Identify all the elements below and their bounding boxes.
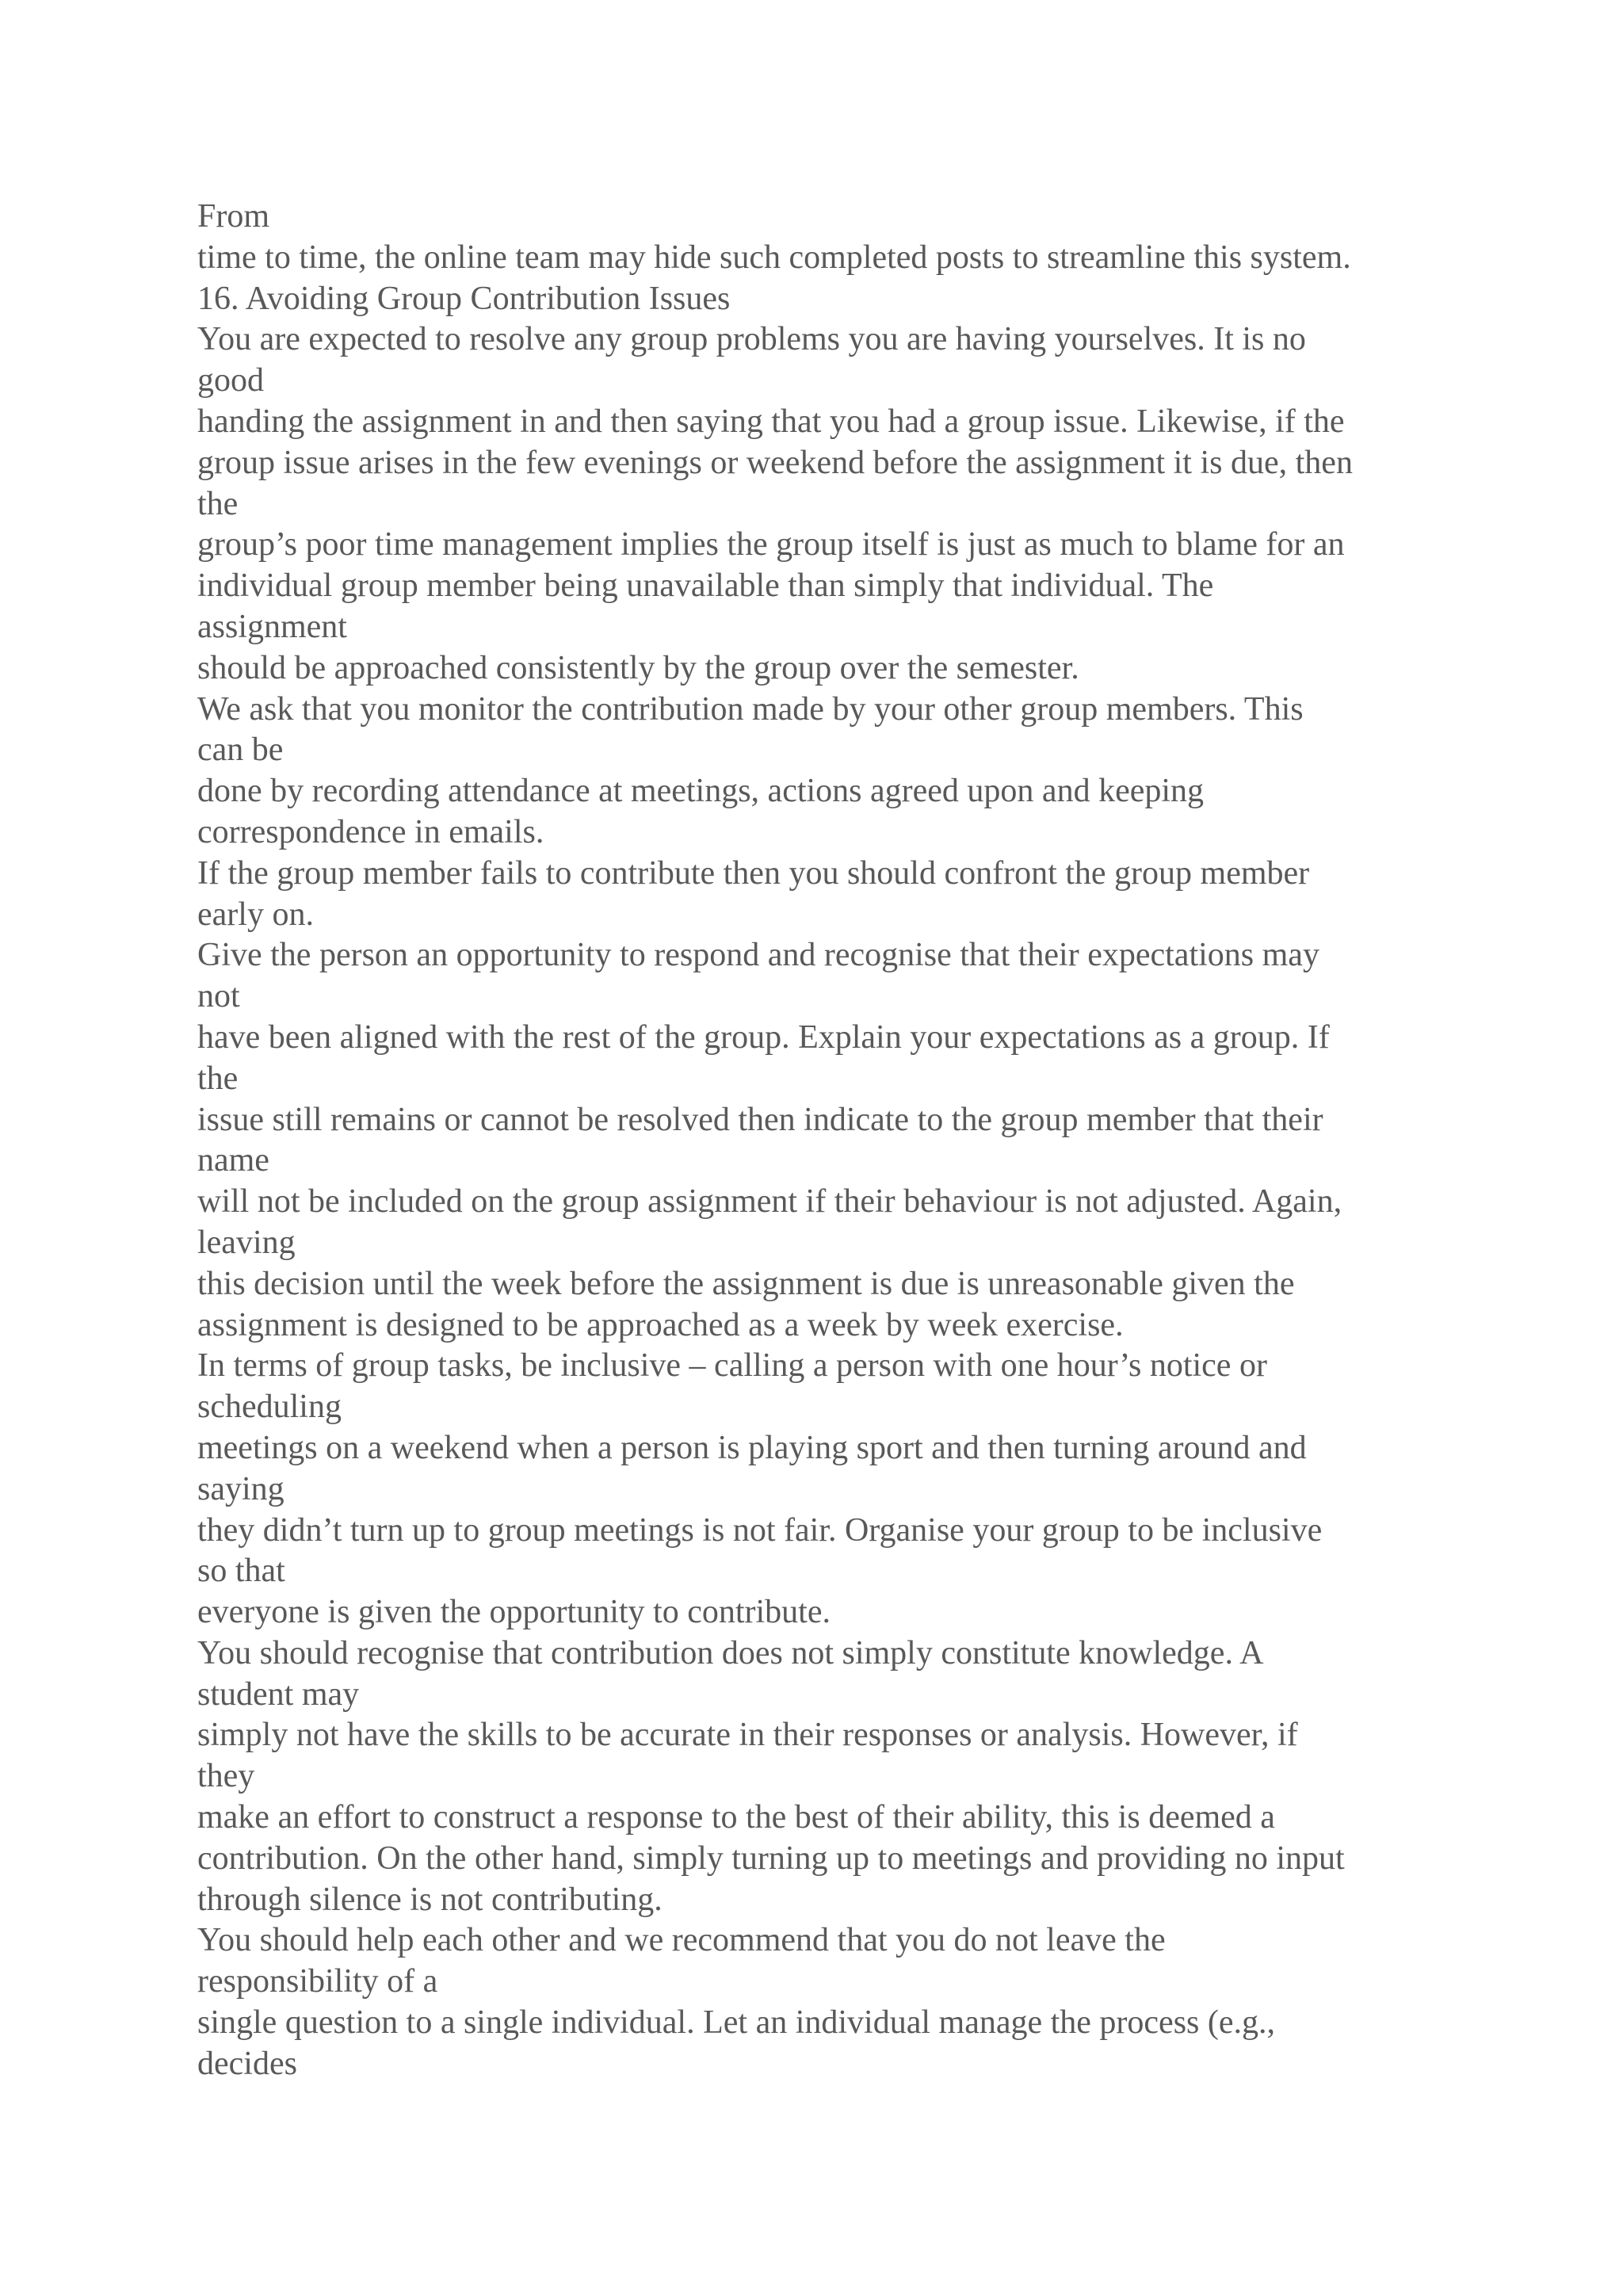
text-line: issue still remains or cannot be resolved then indicate to the group member that their <box>197 1101 1323 1138</box>
text-line: the <box>197 1060 239 1097</box>
text-line: so that <box>197 1553 285 1590</box>
text-line: through silence is not contributing. <box>197 1881 663 1918</box>
text-line: From <box>197 198 270 235</box>
text-line: make an effort to construct a response to the best of their ability, this is deemed a <box>197 1799 1275 1836</box>
text-line: will not be included on the group assignment if their behaviour is not adjusted. Again, <box>197 1183 1342 1221</box>
text-line: leaving <box>197 1224 296 1261</box>
text-line: they didn’t turn up to group meetings is not fair. Organise your group to be inclusive <box>197 1511 1323 1549</box>
text-line: time to time, the online team may hide such completed posts to streamline this system. <box>197 239 1351 276</box>
text-line: early on. <box>197 896 314 933</box>
text-line: not <box>197 978 240 1015</box>
text-line: this decision until the week before the assignment is due is unreasonable given the <box>197 1265 1295 1302</box>
text-line: simply not have the skills to be accurate in their responses or analysis. However, if <box>197 1717 1298 1754</box>
text-line: should be approached consistently by the group over the semester. <box>197 649 1079 686</box>
text-line: decides <box>197 2045 297 2082</box>
text-line: assignment is designed to be approached as a week by week exercise. <box>197 1306 1124 1343</box>
text-line: We ask that you monitor the contribution made by your other group members. This <box>197 690 1304 728</box>
text-line: they <box>197 1758 255 1795</box>
text-line: 16. Avoiding Group Contribution Issues <box>197 280 731 317</box>
text-line: single question to a single individual. Let an individual manage the process (e.g., <box>197 2004 1276 2042</box>
text-line: scheduling <box>197 1389 342 1426</box>
text-line: group issue arises in the few evenings or weekend before the assignment it is due, then <box>197 444 1353 481</box>
text-line: group’s poor time management implies the group itself is just as much to blame for an <box>197 526 1345 563</box>
text-line: correspondence in emails. <box>197 813 544 850</box>
text-line: You should recognise that contribution does not simply constitute knowledge. A <box>197 1634 1264 1671</box>
text-line: name <box>197 1142 269 1179</box>
text-line: If the group member fails to contribute then you should confront the group member <box>197 854 1310 892</box>
text-line: good <box>197 362 264 399</box>
text-line: can be <box>197 732 284 769</box>
text-line: meetings on a weekend when a person is playing sport and then turning around and <box>197 1429 1307 1466</box>
text-line: Give the person an opportunity to respond and recognise that their expectations may <box>197 937 1319 974</box>
text-line: have been aligned with the rest of the group. Explain your expectations as a group. If <box>197 1018 1330 1056</box>
text-line: In terms of group tasks, be inclusive – calling a person with one hour’s notice or <box>197 1347 1267 1385</box>
text-line: individual group member being unavailable than simply that individual. The <box>197 567 1214 605</box>
text-line: student may <box>197 1675 360 1713</box>
text-line: You are expected to resolve any group problems you are having yourselves. It is no <box>197 321 1306 358</box>
text-line: You should help each other and we recommend that you do not leave the <box>197 1922 1166 1959</box>
text-line: responsibility of a <box>197 1963 438 2000</box>
text-line: saying <box>197 1470 285 1507</box>
text-line: contribution. On the other hand, simply turning up to meetings and providing no input <box>197 1839 1345 1877</box>
text-line: assignment <box>197 608 347 645</box>
text-line: the <box>197 485 239 522</box>
document-body <box>197 197 1545 2085</box>
text-line: handing the assignment in and then saying that you had a group issue. Likewise, if the <box>197 403 1345 440</box>
text-line: done by recording attendance at meetings, actions agreed upon and keeping <box>197 773 1205 810</box>
text-line: everyone is given the opportunity to contribute. <box>197 1594 831 1631</box>
